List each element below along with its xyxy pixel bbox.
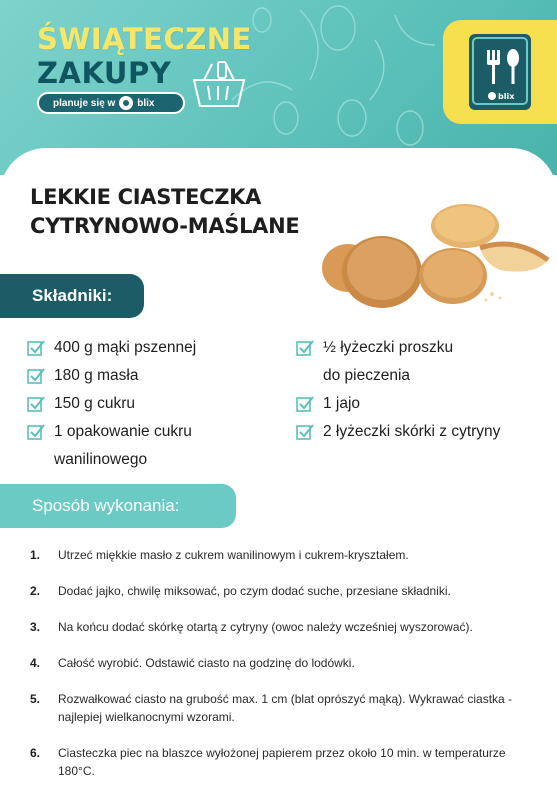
banner-title-line1: ŚWIĄTECZNE: [37, 22, 252, 56]
recipe-title: LEKKIE CIASTECZKA CYTRYNOWO-MAŚLANE: [30, 185, 300, 238]
ingredient-text: 2 łyżeczki skórki z cytryny: [323, 423, 501, 440]
checkbox-checked-icon: [296, 424, 314, 440]
step-number: 2.: [30, 584, 41, 598]
ingredient-text: 400 g mąki pszennej: [54, 339, 197, 356]
ingredients-heading: Składniki:: [0, 274, 144, 318]
ingredient-item: [27, 362, 287, 390]
ingredient-text: 1 jajo: [323, 395, 361, 412]
method-step: [30, 744, 530, 780]
step-text: Dodać jajko, chwilę miksować, po czym dodać suche, przesiane składniki.: [58, 584, 451, 598]
ingredients-list-left: [27, 334, 287, 474]
cookies-image: [320, 198, 552, 308]
recipe-book-icon: [465, 32, 537, 114]
method-step: [30, 654, 530, 672]
ingredient-item: [27, 334, 287, 362]
blix-logo-icon: [119, 96, 133, 110]
step-text: Na końcu dodać skórkę otartą z cytryny (owoc należy wcześniej wyszorować).: [58, 620, 473, 634]
method-heading: Sposób wykonania:: [0, 484, 236, 528]
planned-in-blix-pill: [37, 92, 185, 114]
ingredient-item: [296, 418, 551, 446]
step-text: Rozwałkować ciasto na grubość max. 1 cm (blat oprószyć mąką). Wykrawać ciastka - najlepiej wielkanocnymi wzorami.: [58, 692, 513, 724]
shopping-basket-icon: [190, 60, 250, 110]
step-text: Ciasteczka piec na blaszce wyłożonej papierem przez około 10 min. w temperaturze 180°C.: [58, 746, 506, 778]
checkbox-checked-icon: [27, 340, 45, 356]
method-step: [30, 546, 530, 564]
method-steps: [30, 546, 530, 798]
badge-brand: blix: [498, 92, 515, 101]
step-number: 5.: [30, 692, 41, 706]
ingredient-text: 180 g masła: [54, 367, 139, 384]
easter-egg-icon: [253, 8, 271, 32]
plan-text: planuje się w: [53, 97, 116, 109]
ingredient-text: 1 opakowanie cukru wanilinowego: [54, 423, 192, 468]
step-number: 3.: [30, 620, 41, 634]
checkbox-checked-icon: [296, 396, 314, 412]
step-number: 4.: [30, 656, 41, 670]
ingredient-item: [27, 390, 287, 418]
method-step: [30, 690, 530, 726]
recipe-book-badge: [443, 20, 557, 124]
easter-egg-icon: [397, 111, 423, 145]
method-step: [30, 582, 530, 600]
ingredient-text: 150 g cukru: [54, 395, 135, 412]
ingredient-item: [296, 334, 473, 390]
step-number: 1.: [30, 548, 41, 562]
ingredient-item: [296, 390, 551, 418]
blix-brand: blix: [137, 97, 155, 109]
easter-egg-icon: [321, 6, 355, 50]
ingredients-list-right: [296, 334, 551, 446]
method-step: [30, 618, 530, 636]
step-text: Utrzeć miękkie masło z cukrem wanilinowym i cukrem-kryształem.: [58, 548, 409, 562]
ingredient-item: [27, 418, 244, 474]
ingredient-text: ½ łyżeczki proszku do pieczenia: [323, 339, 454, 384]
easter-egg-icon: [338, 100, 366, 136]
step-number: 6.: [30, 746, 41, 760]
banner-title-line2: ZAKUPY: [37, 56, 172, 90]
checkbox-checked-icon: [296, 340, 314, 356]
checkbox-checked-icon: [27, 424, 45, 440]
checkbox-checked-icon: [27, 368, 45, 384]
checkbox-checked-icon: [27, 396, 45, 412]
easter-egg-icon: [274, 102, 298, 134]
step-text: Całość wyrobić. Odstawić ciasto na godzinę do lodówki.: [58, 656, 355, 670]
